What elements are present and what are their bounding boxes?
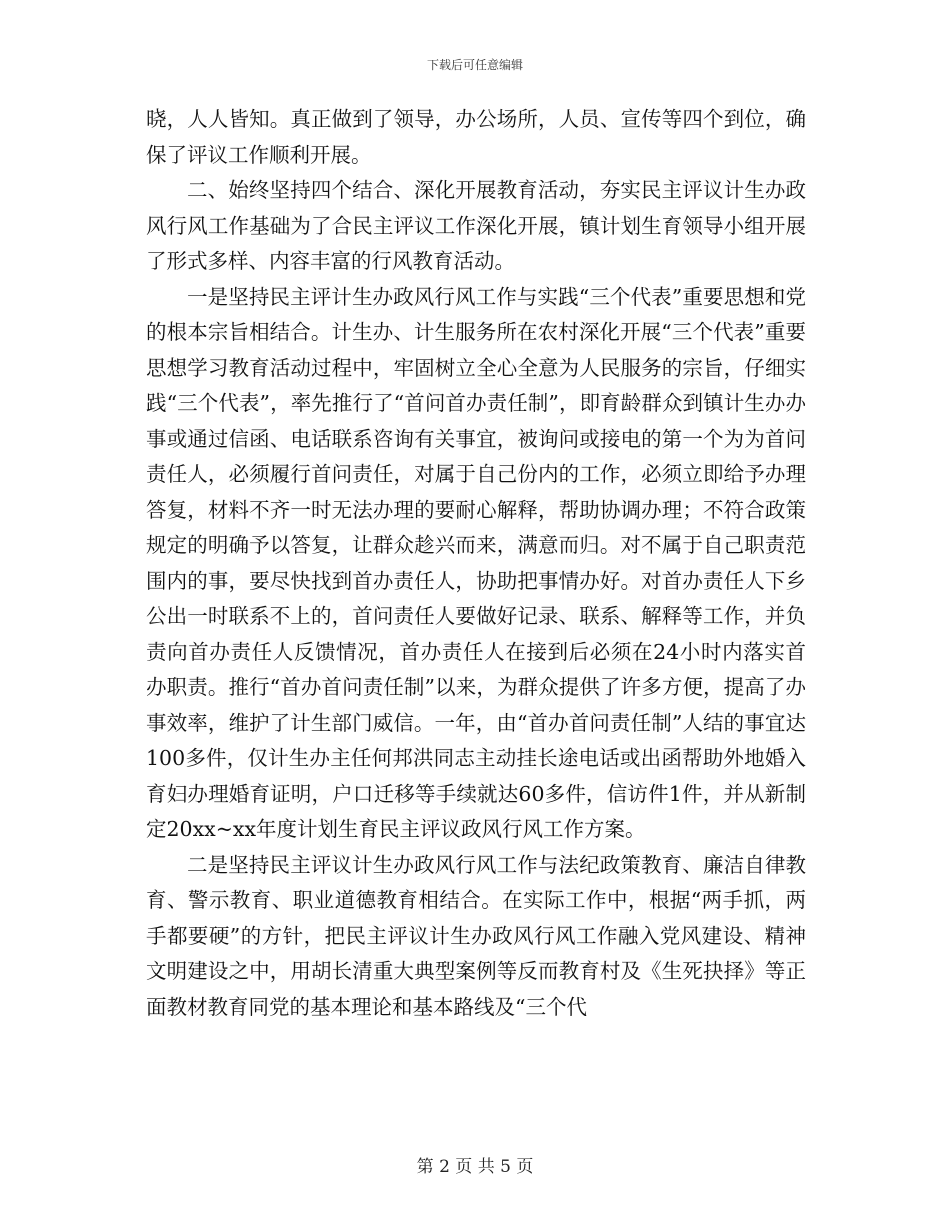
paragraph-section-two: 二、始终坚持四个结合、深化开展教育活动，夯实民主评议计生办政风行风工作基础为了合民主评议工作深化开展，镇计划生育领导小组开展了形式多样、内容丰富的行风教育活动。: [146, 178, 806, 273]
document-body: [146, 102, 806, 1025]
paragraph-point-two: 二是坚持民主评议计生办政风行风工作与法纪政策教育、廉洁自律教育、警示教育、职业道德教育相结合。在实际工作中，根据“两手抓，两手都要硬”的方针，把民主评议计生办政风行风工作融入党风建设、精神文明建设之中，用胡长清重大典型案例等反而教育村及《生死抉择》等正面教材教育同党的基本理论和基本路线及“三个代: [146, 852, 806, 1019]
page-header-note: 下载后可任意编辑: [426, 58, 523, 72]
page-number-footer: 第 2 页 共 5 页: [416, 1157, 534, 1177]
paragraph-point-one: 一是坚持民主评计生办政风行风工作与实践“三个代表”重要思想和党的根本宗旨相结合。计生办、计生服务所在农村深化开展“三个代表”重要思想学习教育活动过程中，牢固树立全心全意为人民服务的宗旨，仔细实践“三个代表”，率先推行了“首问首办责任制”，即育龄群众到镇计生办办事或通过信函、电话联系咨询有关事宜，被询问或接电的第一个为为首问责任人，必须履行首问责任，对属于自己份内的工作，必须立即给予办理答复，材料不齐一时无法办理的要耐心解释，帮助协调办理；不符合政策规定的明确予以答复，让群众趁兴而来，满意而归。对不属于自己职责范围内的事，要尽快找到首办责任人，协助把事情办好。对首办责任人下乡公出一时联系不上的，首问责任人要做好记录、联系、解释等工作，并负责向首办责任人反馈情况，首办责任人在接到后必须在24小时内落实首办职责。推行“首办首问责任制”以来，为群众提供了许多方便，提高了办事效率，维护了计生部门威信。一年，由“首办首问责任制”人结的事宜达100多件，仅计生办主任何邦洪同志主动挂长途电话或出函帮助外地婚入育妇办理婚育证明，户口迁移等手续就达60多件，信访件1件，并从新制定20xx~xx年度计划生育民主评议政风行风工作方案。: [146, 284, 806, 841]
paragraph-continued: 晓，人人皆知。真正做到了领导，办公场所，人员、宣传等四个到位，确保了评议工作顺利开展。: [146, 107, 806, 167]
